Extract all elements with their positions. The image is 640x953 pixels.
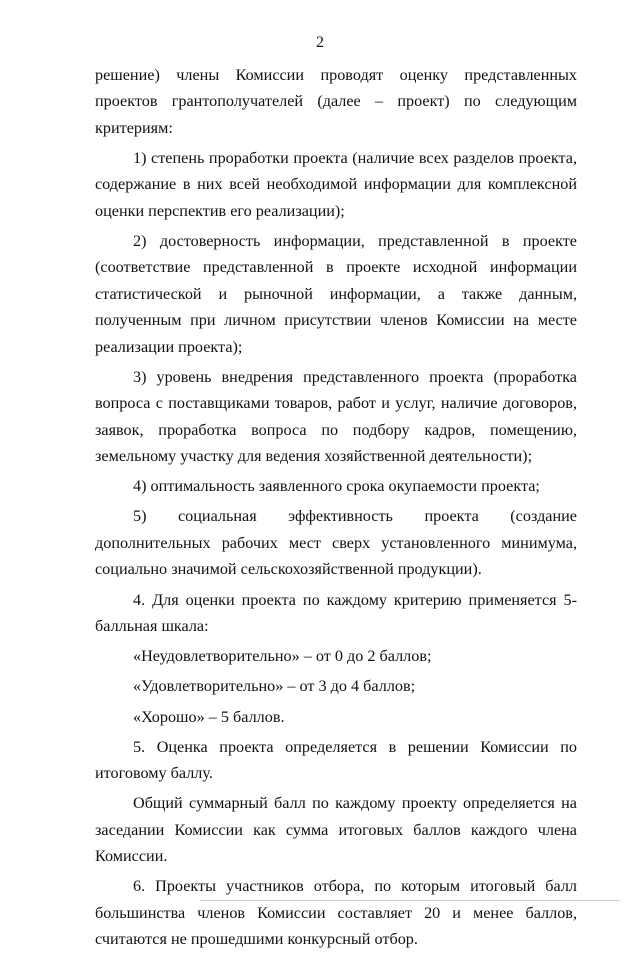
paragraph-point-5: 5. Оценка проекта определяется в решении Комиссии по итоговому баллу. [95,737,577,783]
footer-divider [200,900,620,901]
document-body [95,62,577,953]
paragraph-total-score: Общий суммарный балл по каждому проекту определяется на заседании Комиссии как сумма итоговых баллов каждого члена Комиссии. [95,794,577,866]
paragraph-scale-good: «Хорошо» – 5 баллов. [133,707,285,726]
paragraph-criterion-5: 5) социальная эффективность проекта (создание дополнительных рабочих мест сверх установленного минимума, социально значимой сельскохозяйственной продукции). [95,507,577,579]
paragraph-point-6: 6. Проекты участников отбора, по которым итоговый балл большинства членов Комиссии составляет 20 и менее баллов, считаются не прошедшими конкурсный отбор. [95,877,577,949]
paragraph-criterion-1: 1) степень проработки проекта (наличие всех разделов проекта, содержание в них всей необходимой информации для комплексной оценки перспектив его реализации); [95,149,577,220]
paragraph-criterion-2: 2) достоверность информации, представленной в проекте (соответствие представленной в проекте исходной информации статистической и рыночной информации, а также данным, полученным при личном присутствии членов Комиссии на месте реализации проекта); [95,232,577,356]
paragraph-intro: решение) члены Комиссии проводят оценку представленных проектов грантополучателей (далее – проект) по следующим критериям: [95,66,577,137]
paragraph-scale-unsatisfactory: «Неудовлетворительно» – от 0 до 2 баллов; [133,647,432,666]
paragraph-criterion-3: 3) уровень внедрения представленного проекта (проработка вопроса с поставщиками товаров, работ и услуг, наличие договоров, заявок, проработка вопроса по подбору кадров, помещению, земельному участку для ведения хозяйственной деятельности); [95,367,577,466]
paragraph-point-4: 4. Для оценки проекта по каждому критерию применяется 5-балльная шкала: [95,590,577,635]
page-number: 2 [316,34,324,51]
paragraph-scale-satisfactory: «Удовлетворительно» – от 3 до 4 баллов; [133,677,416,696]
paragraph-criterion-4: 4) оптимальность заявленного срока окупаемости проекта; [133,477,540,496]
